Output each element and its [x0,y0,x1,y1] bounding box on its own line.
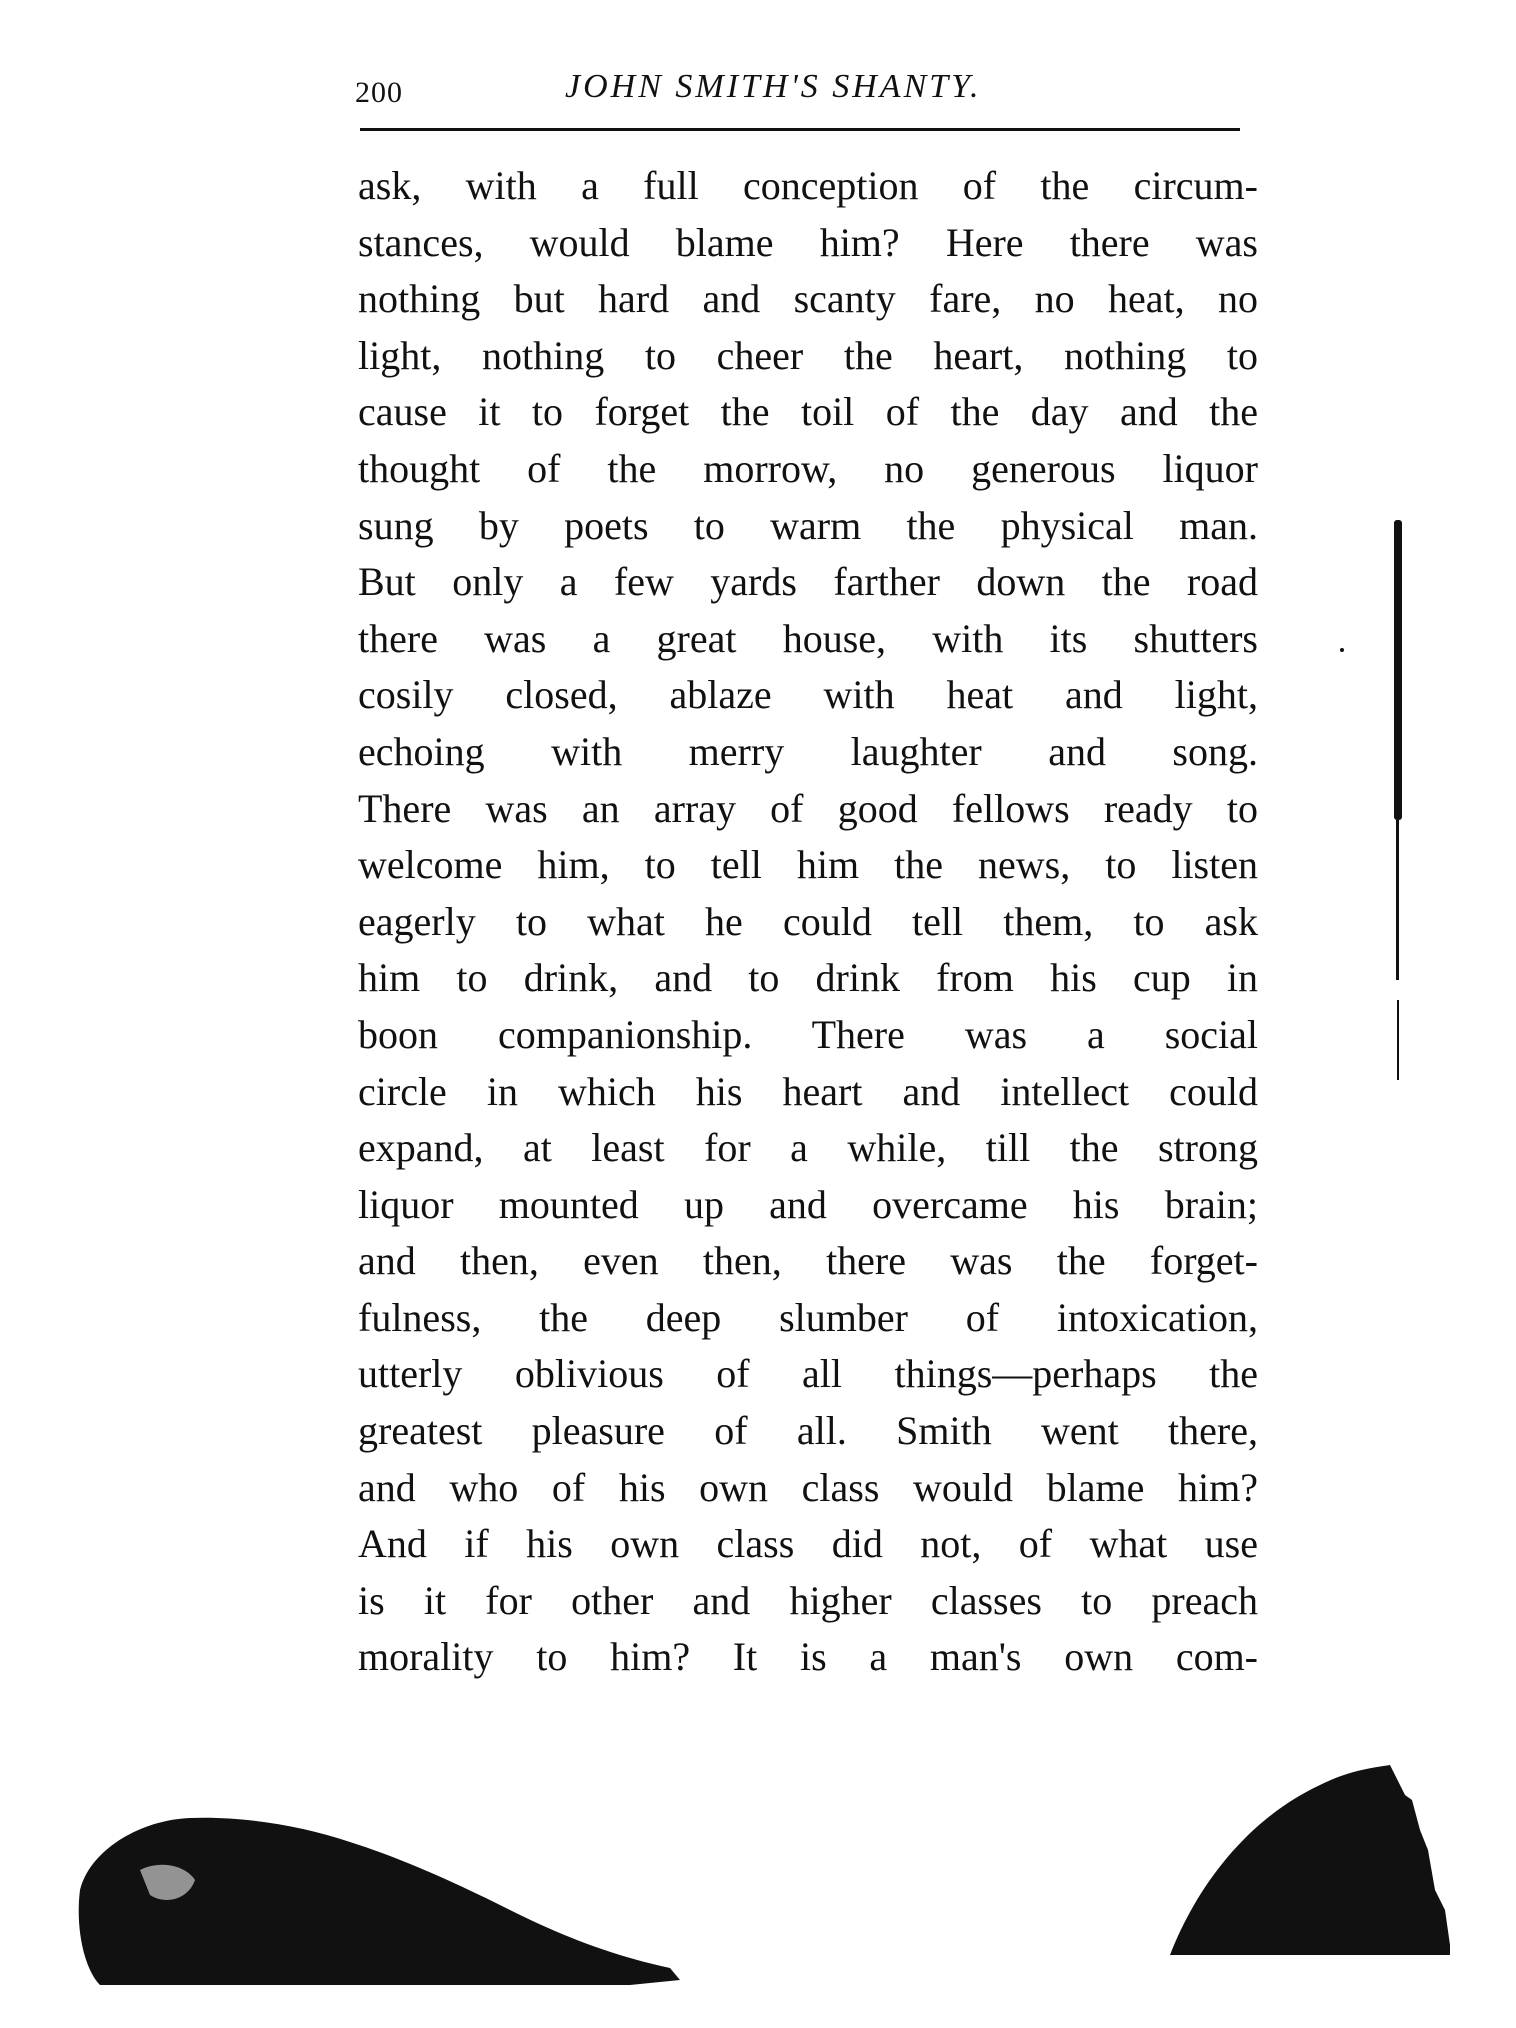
text-line: stances, would blame him? Here there was [358,219,1258,265]
page-number: 200 [355,76,403,109]
text-line: sung by poets to warm the physical man. [358,502,1258,548]
text-line: him to drink, and to drink from his cup in [358,955,1258,1001]
page-header [355,58,1245,118]
header-rule [360,128,1240,131]
text-line: welcome him, to tell him the news, to listen [358,842,1258,888]
text-line: echoing with merry laughter and song. [358,728,1258,774]
text-line: There was an array of good fellows ready to [358,785,1258,831]
margin-scan-mark [1396,820,1399,980]
text-line: morality to him? It is a man's own com- [358,1634,1258,1680]
margin-scan-mark [1397,1000,1399,1080]
text-line: And if his own class did not, of what use [358,1521,1258,1567]
text-line: there was a great house, with its shutters [358,615,1258,661]
text-line: greatest pleasure of all. Smith went there, [358,1408,1258,1454]
margin-scan-mark [1394,520,1402,820]
text-line: utterly oblivious of all things—perhaps the [358,1351,1258,1397]
text-line: nothing but hard and scanty fare, no heat, no [358,276,1258,322]
text-line: liquor mounted up and overcame his brain; [358,1181,1258,1227]
text-line: thought of the morrow, no generous liquor [358,445,1258,491]
running-title: JOHN SMITH'S SHANTY. [565,68,982,105]
bottom-right-scan-blotch [1150,1740,1460,1970]
text-line: cosily closed, ablaze with heat and light, [358,672,1258,718]
text-line: boon companionship. There was a social [358,1011,1258,1057]
text-line: ask, with a full conception of the circum- [358,163,1258,208]
text-line: eagerly to what he could tell them, to ask [358,898,1258,944]
bottom-left-scan-blotch [70,1780,690,2000]
body-text [358,158,1258,1686]
text-line: circle in which his heart and intellect could [358,1068,1258,1114]
margin-scan-dot [1340,648,1344,652]
text-line: fulness, the deep slumber of intoxication, [358,1294,1258,1340]
text-line: and then, even then, there was the forget- [358,1238,1258,1284]
text-line: and who of his own class would blame him? [358,1464,1258,1510]
text-line: is it for other and higher classes to preach [358,1577,1258,1623]
text-line: cause it to forget the toil of the day and the [358,389,1258,435]
text-line: But only a few yards farther down the road [358,559,1258,605]
text-line: expand, at least for a while, till the strong [358,1125,1258,1171]
text-line: light, nothing to cheer the heart, nothing to [358,332,1258,378]
